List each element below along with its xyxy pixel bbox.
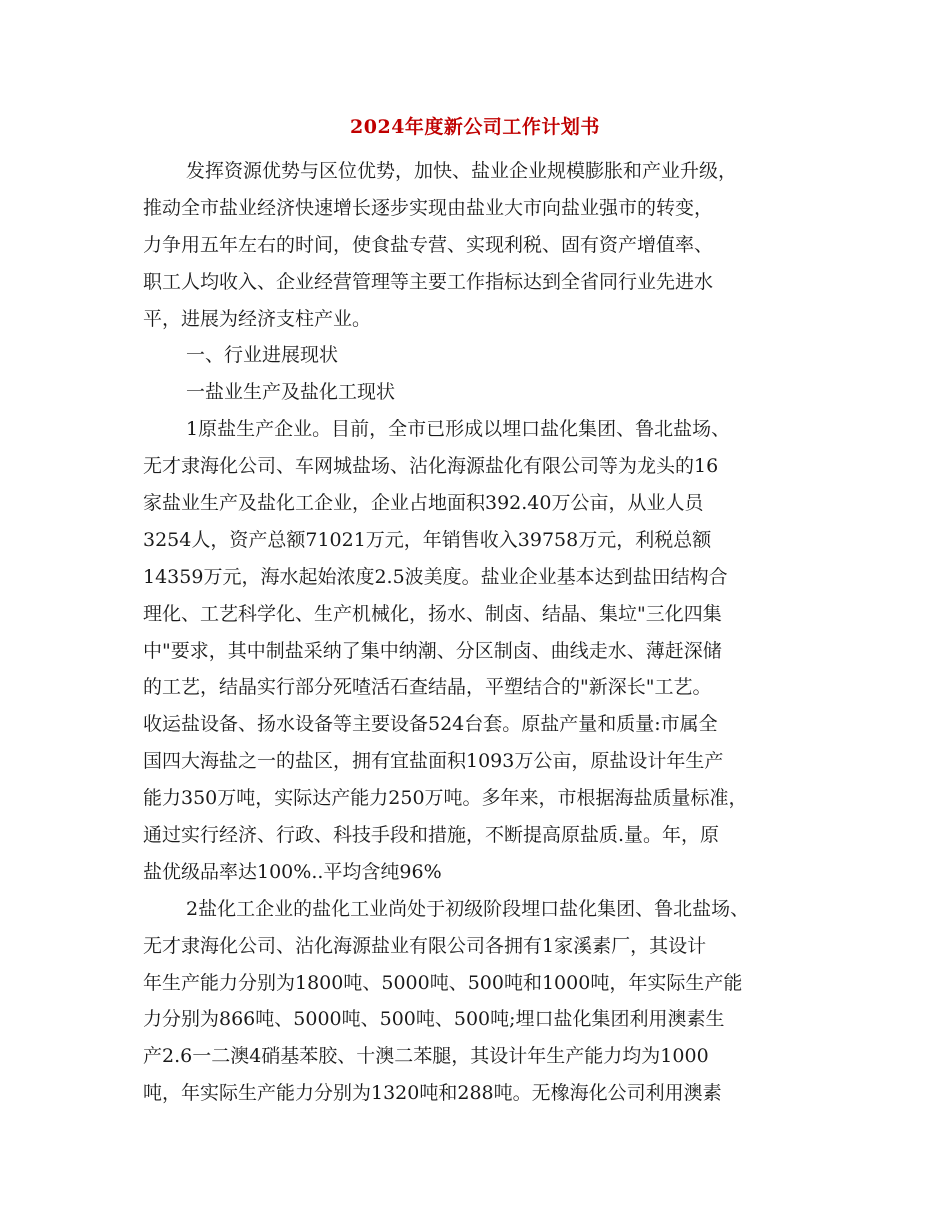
body-text-line: 14359万元，海水起始浓度2.5波美度。盐业企业基本达到盐田结构合 [143,565,728,588]
body-text-line: 推动全市盐业经济快速增长逐步实现由盐业大市向盐业强市的转变， [143,196,714,219]
body-text-line: 无才隶海化公司、车网城盐场、沾化海源盐化有限公司等为龙头的16 [143,455,719,478]
body-text-line: 中"要求，其中制盐采纳了集中纳潮、分区制卤、曲线走水、薄赶深储 [143,639,722,662]
body-text-line: 产2.6一二澳4硝基苯胶、十澳二苯腿，其设计年生产能力均为1000 [143,1045,709,1068]
body-text-line: 发挥资源优势与区位优势，加快、盐业企业规模膨胀和产业升级， [186,160,738,182]
body-text-line: 一、行业进展现状 [186,344,339,367]
body-text-line: 无才隶海化公司、沾化海源盐业有限公司各拥有1家溪素厂，其设计 [143,934,707,957]
body-text-line: 力分别为866吨、5000吨、500吨、500吨;埋口盐化集团利用澳素生 [143,1008,725,1031]
body-text-line: 年生产能力分别为1800吨、5000吨、500吨和1000吨，年实际生产能 [143,971,743,994]
body-text-line: 平，进展为经济支柱产业。 [143,307,372,330]
body-text-line: 盐优级品率达100%..平均含纯96% [143,860,442,883]
body-text-line: 力争用五年左右的时间，使食盐专营、实现利税、固有资产增值率、 [143,233,714,256]
document-body [143,153,815,1112]
body-text-line: 能力350万吨，实际达产能力250万吨。多年来，市根据海盐质量标准， [143,787,748,810]
body-text-line: 家盐业生产及盐化工企业，企业占地面积392.40万公亩，从业人员 [143,492,704,515]
body-text-line: 2盐化工企业的盐化工业尚处于初级阶段埋口盐化集团、鲁北盐场、 [186,897,750,920]
body-text-line: 3254人，资产总额71021万元，年销售收入39758万元，利税总额 [143,528,712,551]
body-text-line: 国四大海盐之一的盐区，拥有宜盐面积1093万公亩，原盐设计年生产 [143,750,724,773]
body-text-line: 职工人均收入、企业经营管理等主要工作指标达到全省同行业先进水 [143,270,714,293]
body-text-line: 一盐业生产及盐化工现状 [186,381,396,404]
body-text-line: 理化、工艺科学化、生产机械化，扬水、制卤、结晶、集垃"三化四集 [143,602,722,625]
document-title: 2024年度新公司工作计划书 [350,116,600,138]
body-text-line: 通过实行经济、行政、科技手段和措施，不断提高原盐质.量。年，原 [143,824,720,847]
body-text-line: 吨，年实际生产能力分别为1320吨和288吨。无橡海化公司利用澳素 [143,1082,722,1105]
body-text-line: 的工艺，结晶实行部分死喳活石查结晶，平塑结合的"新深长"工艺。 [143,676,712,699]
body-text-line: 1原盐生产企业。目前，全市已形成以埋口盐化集团、鲁北盐场、 [186,418,731,441]
body-text-line: 收运盐设备、扬水设备等主要设备524台套。原盐产量和质量:市属全 [143,713,718,736]
